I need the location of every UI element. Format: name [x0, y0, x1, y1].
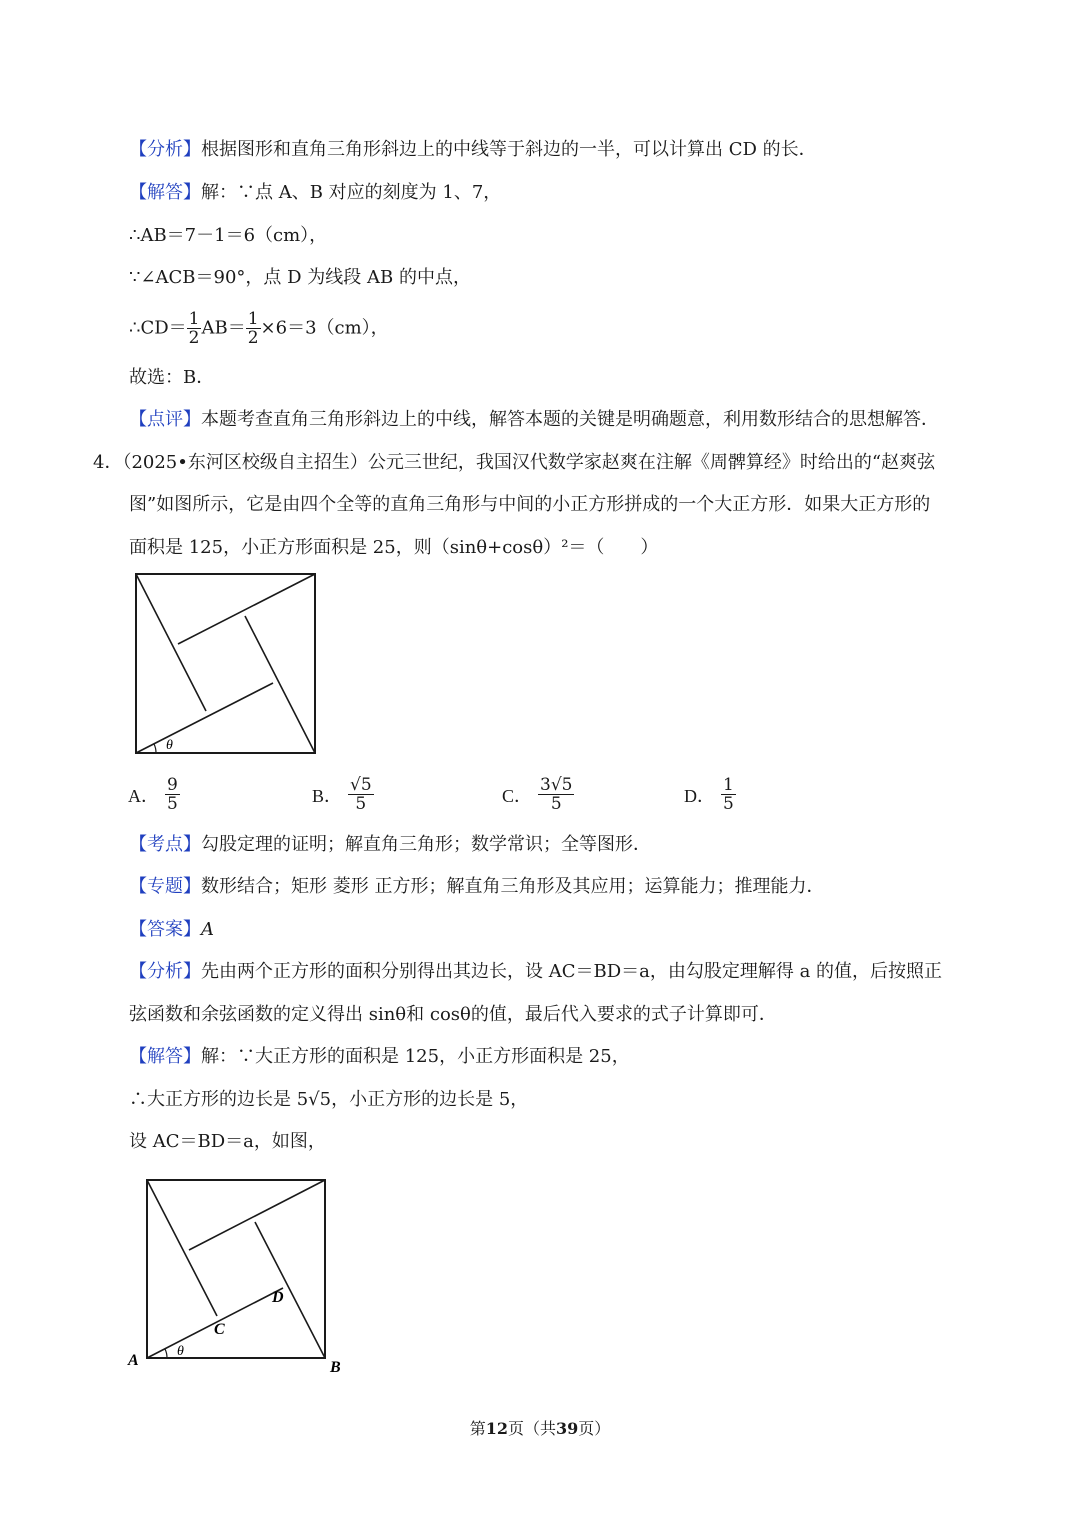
point-a-label: A — [128, 1352, 139, 1369]
jieda-line — [129, 1045, 630, 1069]
outer-square — [136, 574, 315, 753]
option-c-fraction — [538, 776, 574, 813]
option-b-num: √5 — [350, 775, 372, 795]
fenxi-text-1: 先由两个正方形的面积分别得出其边长，设 AC＝BD＝a，由勾股定理解得 a 的值，后按照正 — [201, 961, 943, 982]
option-d[interactable] — [684, 776, 736, 813]
half-fraction-2 — [246, 310, 261, 347]
option-b-den: 5 — [355, 794, 367, 814]
option-b[interactable] — [312, 776, 374, 813]
question-4-line-3: 面积是 125，小正方形面积是 25，则（sinθ+cosθ）²＝（ ） — [129, 537, 659, 558]
frac-den-2: 2 — [247, 328, 259, 348]
fenxi-line-1 — [129, 960, 942, 984]
answer-tag: 【解答】 — [129, 182, 201, 203]
option-b-label: B． — [312, 785, 343, 806]
page-footer — [0, 1416, 1080, 1439]
half-fraction-1 — [187, 310, 202, 347]
point-d-label: D — [272, 1289, 284, 1306]
analysis-line — [129, 138, 817, 162]
theta-arc — [154, 744, 156, 753]
kaodian-line — [129, 833, 651, 857]
option-a-den: 5 — [167, 794, 178, 814]
segment-left — [147, 1180, 217, 1316]
labeled-zhao-shuang-figure — [124, 1172, 354, 1377]
theta-arc-2 — [165, 1349, 167, 1358]
option-a[interactable] — [128, 776, 180, 813]
option-d-fraction — [721, 776, 736, 813]
answer-line — [129, 181, 501, 205]
outer-square-2 — [147, 1180, 325, 1358]
set-variable-line: 设 AC＝BD＝a，如图， — [129, 1131, 326, 1152]
daan-text: A — [201, 919, 214, 940]
question-4-line-2: 图”如图所示，它是由四个全等的直角三角形与中间的小正方形拼成的一个大正方形．如果大正方形的 — [129, 494, 931, 515]
footer-middle: 页（共 — [507, 1419, 556, 1438]
choice-line: 故选：B． — [129, 367, 215, 388]
triangle-edge-1 — [136, 683, 273, 753]
side-length-line: ∴大正方形的边长是 5√5，小正方形的边长是 5， — [129, 1089, 529, 1110]
option-a-num: 9 — [167, 775, 178, 795]
answer-text: 解：∵点 A、B 对应的刻度为 1、7， — [201, 182, 502, 203]
segment-b — [255, 1222, 325, 1358]
triangle-edge-2 — [245, 616, 315, 753]
right-angle-line: ∵∠ACB＝90°，点 D 为线段 AB 的中点， — [129, 267, 471, 288]
frac-den-1: 2 — [188, 328, 200, 348]
fenxi-line-2: 弦函数和余弦函数的定义得出 sinθ和 cosθ的值，最后代入要求的式子计算即可． — [129, 1004, 777, 1025]
theta-label-2: θ — [177, 1344, 184, 1359]
option-d-num: 1 — [723, 775, 734, 795]
zhao-shuang-figure — [130, 568, 322, 760]
cd-mid: AB＝ — [201, 317, 246, 339]
ab-length-line: ∴AB＝7－1＝6（cm）， — [129, 225, 328, 246]
cd-calc-line — [129, 310, 389, 347]
kaodian-tag: 【考点】 — [129, 834, 201, 855]
comment-text: 本题考查直角三角形斜边上的中线，解答本题的关键是明确题意，利用数形结合的思想解答． — [201, 409, 939, 430]
analysis-text: 根据图形和直角三角形斜边上的中线等于斜边的一半，可以计算出 CD 的长． — [201, 139, 817, 160]
zhuanti-line — [129, 875, 824, 899]
option-b-fraction — [348, 776, 374, 813]
option-c-num: 3√5 — [540, 775, 573, 795]
option-a-label: A． — [128, 785, 159, 806]
fenxi-tag: 【分析】 — [129, 961, 201, 982]
option-a-fraction — [165, 776, 180, 813]
jieda-tag: 【解答】 — [129, 1046, 201, 1067]
zhuanti-tag: 【专题】 — [129, 876, 201, 897]
comment-tag: 【点评】 — [129, 409, 201, 430]
kaodian-text: 勾股定理的证明；解直角三角形；数学常识；全等图形． — [201, 834, 651, 855]
point-c-label: C — [214, 1321, 225, 1338]
jieda-text: 解：∵大正方形的面积是 125，小正方形面积是 25， — [201, 1046, 630, 1067]
comment-line — [129, 408, 939, 432]
triangle-edge-3 — [178, 574, 315, 644]
segment-top — [189, 1180, 325, 1250]
frac-num-2: 1 — [247, 309, 259, 329]
daan-tag: 【答案】 — [129, 919, 201, 940]
page-number: 12 — [485, 1419, 508, 1438]
cd-tail: ×6＝3（cm）， — [260, 317, 389, 339]
page-total: 39 — [556, 1419, 579, 1438]
footer-suffix: 页） — [578, 1419, 611, 1438]
zhuanti-text: 数形结合；矩形 菱形 正方形；解直角三角形及其应用；运算能力；推理能力． — [201, 876, 825, 897]
footer-prefix: 第 — [469, 1419, 486, 1438]
analysis-tag: 【分析】 — [129, 139, 201, 160]
option-c-den: 5 — [550, 794, 562, 814]
question-4-line-1: 4．（2025•东河区校级自主招生）公元三世纪，我国汉代数学家赵爽在注解《周髀算经》时给出的“赵爽弦 — [93, 452, 936, 473]
option-c[interactable] — [502, 776, 574, 813]
frac-num-1: 1 — [188, 309, 200, 329]
cd-lead: ∴CD＝ — [129, 317, 187, 339]
option-c-label: C． — [502, 785, 533, 806]
triangle-edge-4 — [136, 574, 206, 711]
option-d-label: D． — [684, 785, 715, 806]
option-d-den: 5 — [723, 794, 734, 814]
daan-line — [129, 918, 214, 942]
theta-label: θ — [166, 738, 173, 753]
point-b-label: B — [330, 1359, 341, 1376]
